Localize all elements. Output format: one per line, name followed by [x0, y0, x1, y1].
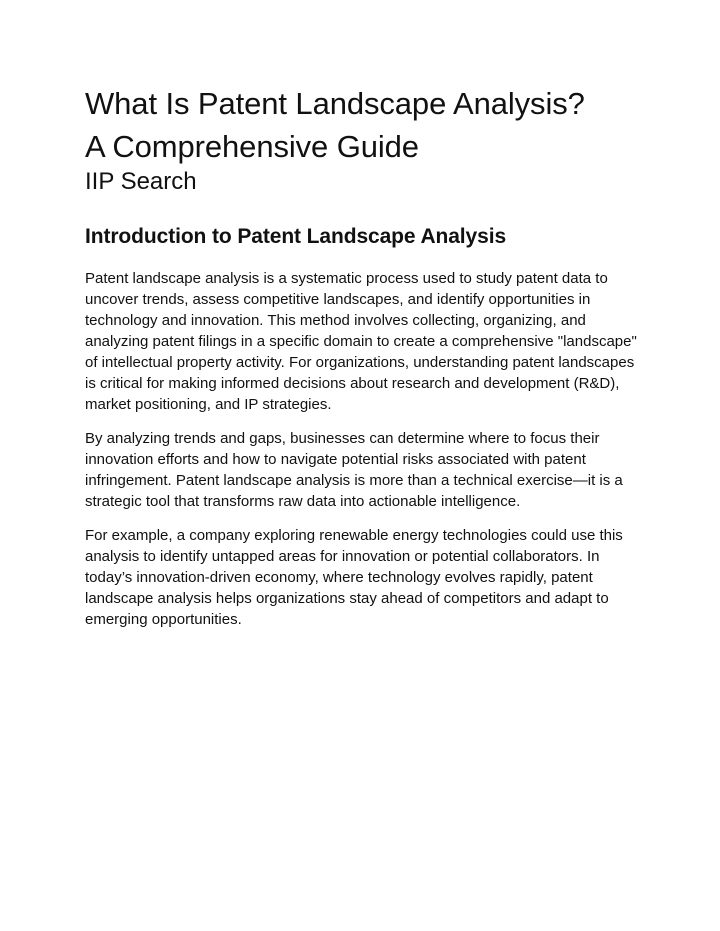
- document-page: [85, 82, 640, 630]
- document-subtitle: IIP Search: [85, 168, 197, 195]
- section-heading: Introduction to Patent Landscape Analysis: [85, 225, 507, 248]
- paragraph-trends: By analyzing trends and gaps, businesses can determine where to focus their innovation efforts and how to navigate potential risks associated with patent infringement. Patent landscape analysis is more than a technical exercise—it is a strategic tool that transforms raw data into actionable intelligence.: [85, 430, 623, 510]
- paragraph-example: For example, a company exploring renewable energy technologies could use this analysis to identify untapped areas for innovation or potential collaborators. In today’s innovation-driven economy, where technology evolves rapidly, patent landscape analysis helps organizations stay ahead of competitors and adapt to emerging opportunities.: [85, 527, 623, 628]
- paragraph-intro: Patent landscape analysis is a systematic process used to study patent data to uncover trends, assess competitive landscapes, and identify opportunities in technology and innovation. This method involves collecting, organizing, and analyzing patent filings in a specific domain to create a comprehensive "landscape" of intellectual property activity. For organizations, understanding patent landscapes is critical for making informed decisions about research and development (R&D), market positioning, and IP strategies.: [85, 270, 637, 413]
- document-title-line-2: A Comprehensive Guide: [85, 129, 419, 164]
- document-title-line-1: What Is Patent Landscape Analysis?: [85, 86, 585, 121]
- document-title: [85, 82, 640, 168]
